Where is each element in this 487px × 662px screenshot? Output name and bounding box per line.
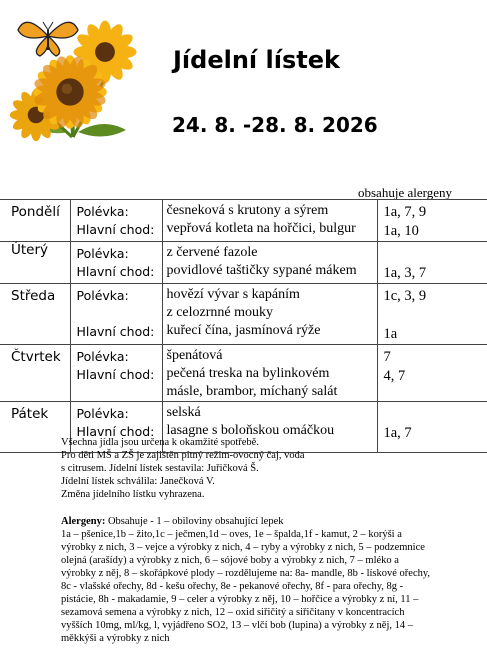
course-labels <box>70 284 162 345</box>
day-name: Úterý <box>0 242 70 284</box>
soup-dish: česneková s krutony a sýrem <box>166 203 329 218</box>
soup-allergens: 7 <box>383 349 391 365</box>
allergen-legend-line: výrobky z něj, 8 – skořápkové plody – rozdělujeme na: 8a- mandle, 8b - lískové ořechy, <box>61 568 431 579</box>
spacer-allergens <box>384 306 487 325</box>
soup-dish: selská <box>166 405 201 420</box>
allergen-column-header: obsahuje alergeny <box>358 185 452 200</box>
butterfly-icon <box>18 22 78 56</box>
soup-allergens: 1c, 3, 9 <box>383 288 427 304</box>
sunflower-illustration <box>8 12 138 142</box>
allergen-legend-text: Obsahuje - 1 – obiloviny obsahující lepek <box>105 516 284 527</box>
allergens <box>377 345 487 402</box>
main-dish: lasagne s boloňskou omáčkou <box>166 423 335 438</box>
soup-dish-cont: z celozrnné mouky <box>166 305 274 320</box>
soup-dish: špenátová <box>166 348 223 363</box>
allergen-legend <box>61 515 473 645</box>
menu-table <box>0 199 487 453</box>
allergen-legend-line <box>61 515 473 528</box>
allergen-legend-line: pistácie, 8h - makadamie, 9 – celer a výrobky z něj, 10 – hořčice a výrobky z ní, 11 – <box>61 594 419 605</box>
dishes <box>162 200 377 242</box>
table-row-ctvrtek <box>0 345 487 402</box>
main-course-label: Hlavní chod: <box>76 324 155 339</box>
soup-dish: z červené fazole <box>166 245 258 260</box>
soup-dish: hovězí vývar s kapáním <box>166 287 300 302</box>
allergen-legend-line: výrobky z nich, 3 – vejce a výrobky z nich, 4 – ryby a výrobky z nich, 5 – podzemnice <box>61 542 425 553</box>
allergens <box>377 284 487 345</box>
main-course-label: Hlavní chod: <box>76 222 155 237</box>
soup-label: Polévka: <box>76 406 129 421</box>
soup-label: Polévka: <box>76 288 129 303</box>
main-dish: vepřová kotleta na hořčici, bulgur <box>166 221 356 236</box>
main-allergens: 1a, 3, 7 <box>383 265 427 281</box>
table-row-pondeli <box>0 200 487 242</box>
spacer-label <box>77 305 162 323</box>
day-name: Čtvrtek <box>0 345 70 402</box>
allergen-legend-line: sezamová semena a výrobky z nich, 12 – oxid siřičitý a siřičitany v koncentracích <box>61 607 405 618</box>
allergens <box>377 200 487 242</box>
main-course-label: Hlavní chod: <box>76 424 155 439</box>
course-labels <box>70 345 162 402</box>
note-line: Jídelní lístek schválila: Janečková V. <box>61 476 215 487</box>
dishes <box>162 345 377 402</box>
note-line: s citrusem. Jídelní lístek sestavila: Juřičková Š. <box>61 463 259 474</box>
dishes <box>162 284 377 345</box>
main-allergens: 1a, 7 <box>383 425 412 441</box>
soup-label: Polévka: <box>76 204 129 219</box>
main-dish: povidlové taštičky sypané mákem <box>166 263 357 278</box>
allergen-legend-line: olejná (arašídy) a výrobky z nich, 6 – sójové boby a výrobky z nich, 7 – mléko a <box>61 555 399 566</box>
note-line: Změna jídelního lístku vyhrazena. <box>61 489 205 500</box>
main-course-label: Hlavní chod: <box>76 264 155 279</box>
course-labels <box>70 242 162 284</box>
main-dish-cont: másle, brambor, míchaný salát <box>166 384 338 399</box>
day-name: Pátek <box>0 402 70 453</box>
dishes <box>162 242 377 284</box>
soup-label: Polévka: <box>76 246 129 261</box>
course-labels <box>70 200 162 242</box>
main-allergens: 4, 7 <box>383 368 406 384</box>
main-allergens: 1a <box>383 326 398 342</box>
allergen-legend-line: 1a – pšenice,1b – žito,1c – ječmen,1d – oves, 1e – špalda,1f - kamut, 2 – korýši a <box>61 529 402 540</box>
main-course-label: Hlavní chod: <box>76 367 155 382</box>
main-allergens: 1a, 10 <box>383 223 419 239</box>
allergens <box>377 242 487 284</box>
table-row-utery <box>0 242 487 284</box>
soup-allergens: 1a, 7, 9 <box>383 204 427 220</box>
day-name: Pondělí <box>0 200 70 242</box>
main-dish: pečená treska na bylinkovém <box>166 366 330 381</box>
day-name: Středa <box>0 284 70 345</box>
page-title: Jídelní lístek <box>173 46 340 74</box>
allergen-legend-line: měkkýši a výrobky z nich <box>61 633 170 644</box>
soup-allergens <box>384 245 487 264</box>
soup-allergens <box>384 405 487 424</box>
allergen-legend-line: vyšších 10mg, ml/kg, l, vyjádřeno SO2, 13 – vlčí bob (lupina) a výrobky z něj, 14 – <box>61 620 413 631</box>
note-line: Pro děti MŠ a ZŠ je zajištěn pitný režim-ovocný čaj, voda <box>61 450 305 461</box>
table-row-streda <box>0 284 487 345</box>
menu-notes <box>61 436 471 501</box>
main-dish: kuřecí čína, jasmínová rýže <box>166 323 321 338</box>
allergen-legend-heading: Alergeny: <box>61 516 106 527</box>
allergen-legend-line: 8c - vlašské ořechy, 8d - kešu ořechy, 8e - pekanové ořechy, 8f - para ořechy, 8g - <box>61 581 404 592</box>
note-line: Všechna jídla jsou určena k okamžité spotřebě. <box>61 437 259 448</box>
date-range: 24. 8. -28. 8. 2026 <box>172 113 378 137</box>
soup-label: Polévka: <box>76 349 129 364</box>
